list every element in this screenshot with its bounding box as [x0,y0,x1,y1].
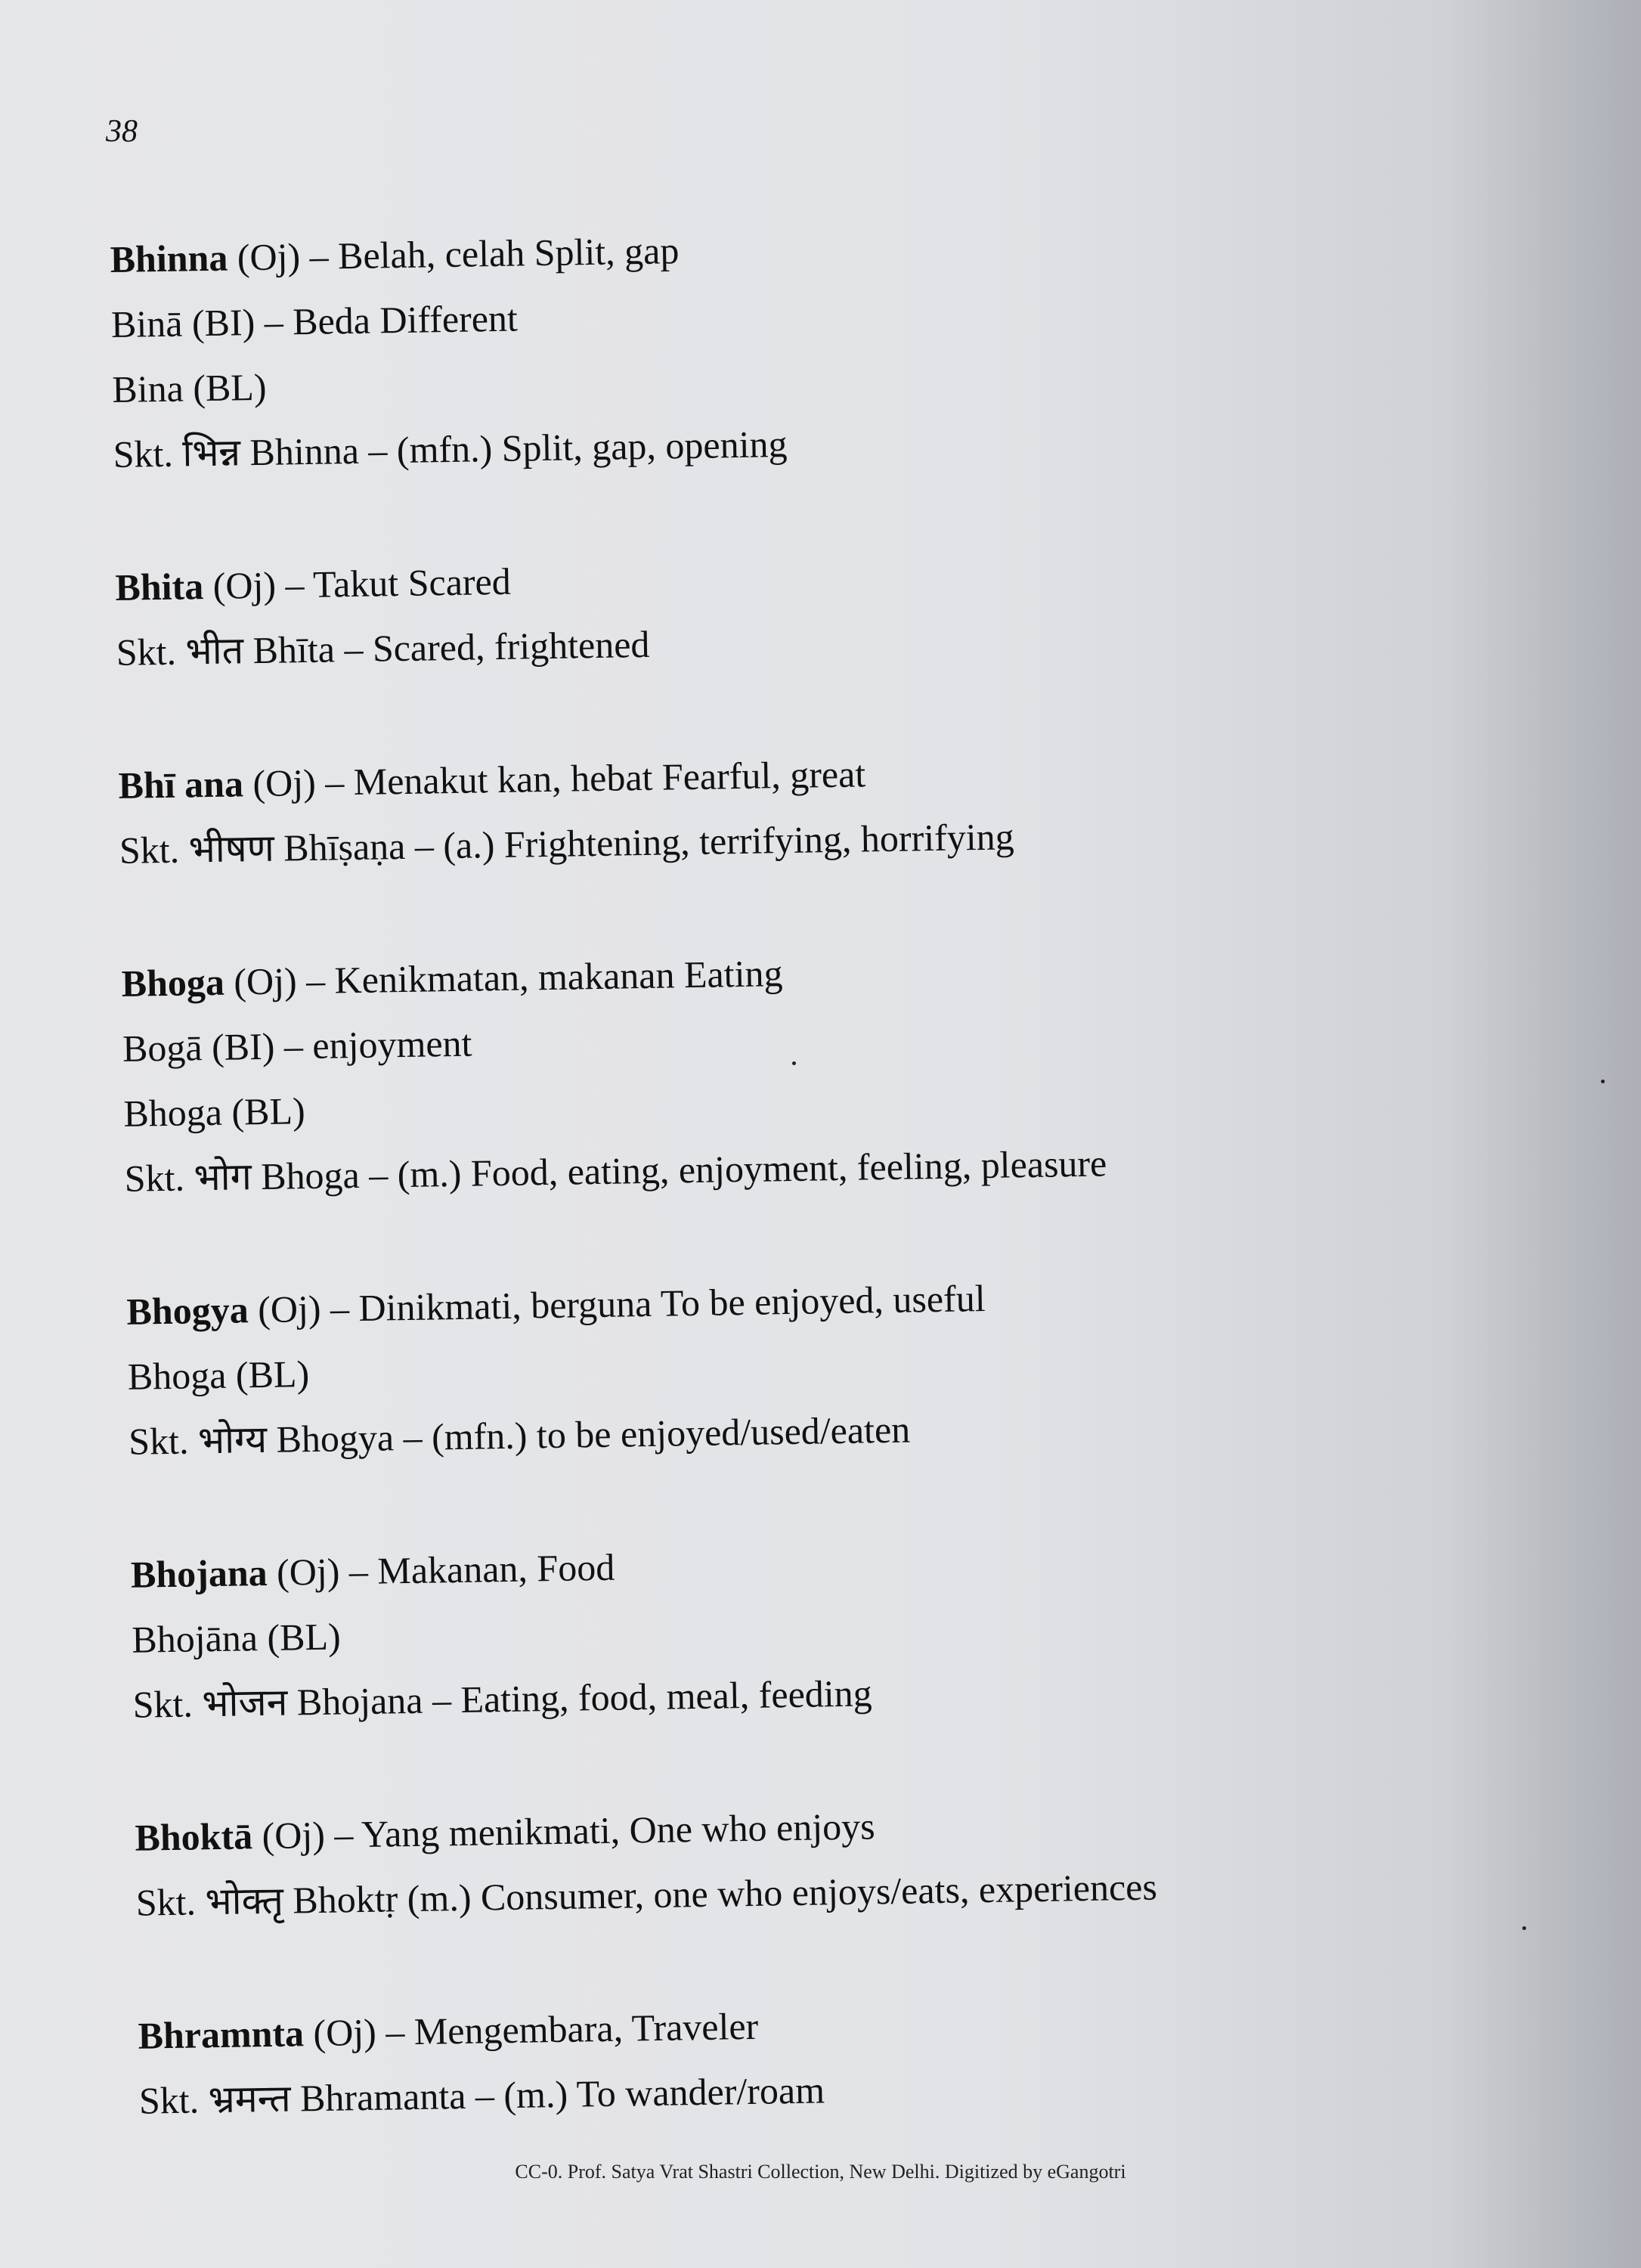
headword: Bhī ana [118,762,244,807]
digitization-footer: CC-0. Prof. Satya Vrat Shastri Collection, New Delhi. Digitized by eGangotri [515,2161,1126,2183]
sanskrit-line: Skt. भीत Bhīta – Scared, frightened [116,622,650,674]
page-edge-shadow [1444,0,1641,2268]
definition-line: (Oj) – Takut Scared [203,559,512,608]
definition-line: (Oj) – Dinikmati, berguna To be enjoyed, useful [248,1276,986,1331]
dictionary-entries [110,207,1388,2201]
sanskrit-line: Skt. भोक्तृ Bhoktṛ (m.) Consumer, one who enjoys/eats, experiences [135,1865,1158,1924]
dictionary-entry [130,1523,1380,1737]
ink-speck [1601,1080,1605,1083]
headword: Bhinna [110,236,228,280]
page-number: 38 [106,114,138,149]
definition-line: Bogā (BI) – enjoyment [122,1021,472,1070]
headword: Bhojana [130,1551,268,1596]
sanskrit-line: Skt. भीषण Bhīṣaṇa – (a.) Frightening, terrifying, horrifying [119,815,1015,872]
headword: Bhita [115,565,204,609]
headword: Bhogya [126,1288,249,1333]
dictionary-entry [110,207,1361,487]
headword: Bhoktā [135,1814,253,1859]
headword: Bhoga [121,960,225,1005]
dictionary-entry [126,1259,1376,1474]
sanskrit-line: Skt. भोग्य Bhogya – (mfn.) to be enjoyed/used/eaten [128,1408,911,1463]
sanskrit-line: Skt. भोग Bhoga – (m.) Food, eating, enjoyment, feeling, pleasure [124,1142,1107,1200]
dictionary-entry [118,733,1367,883]
definition-line: (Oj) – Menakut kan, hebat Fearful, great [243,752,866,805]
definition-line: Bina (BL) [111,365,267,411]
definition-line: (Oj) – Makanan, Food [267,1545,615,1594]
dictionary-entry [115,535,1364,685]
dictionary-entry [135,1786,1383,1935]
headword: Bhramnta [138,2012,305,2057]
sanskrit-line: Skt. भोजन Bhojana – Eating, food, meal, feeding [132,1672,873,1726]
definition-line: (Oj) – Yang menikmati, One who enjoys [252,1805,875,1857]
definition-line: (Oj) – Belah, celah Split, gap [227,229,680,279]
definition-line: (Oj) – Kenikmatan, makanan Eating [224,952,783,1003]
sanskrit-line: Skt. भ्रमन्त Bhramanta – (m.) To wander/roam [138,2068,825,2122]
definition-line: Bhojāna (BL) [131,1615,342,1661]
dictionary-entry [138,1984,1386,2133]
sanskrit-line: Skt. भिन्न Bhinna – (mfn.) Split, gap, opening [113,422,788,476]
definition-line: Binā (BI) – Beda Different [110,296,519,345]
dictionary-entry [121,931,1372,1211]
ink-speck [792,1061,796,1065]
definition-line: (Oj) – Mengembara, Traveler [303,2004,759,2055]
definition-line: Bhoga (BL) [122,1089,306,1135]
definition-line: Bhoga (BL) [127,1352,310,1398]
ink-speck [1522,1926,1526,1930]
